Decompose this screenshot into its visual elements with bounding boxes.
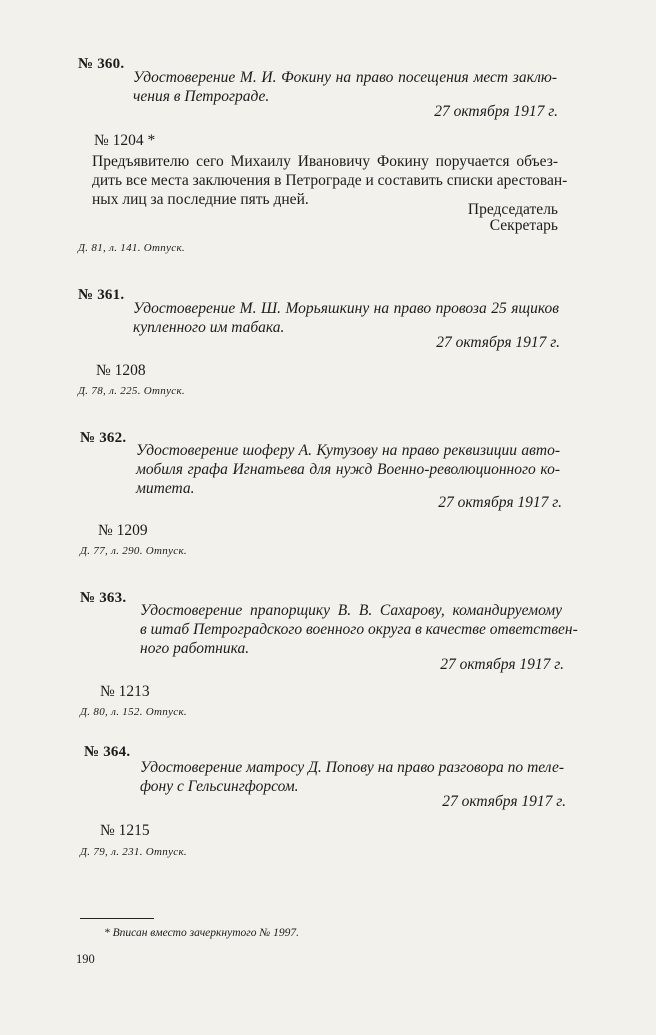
document-date: 27 октября 1917 г. xyxy=(436,334,560,351)
title-line: фону с Гельсингфорсом. xyxy=(140,778,299,795)
title-line: чения в Петрограде. xyxy=(133,88,270,105)
archival-source: Д. 80, л. 152. Отпуск. xyxy=(80,706,187,718)
document-title xyxy=(140,601,578,658)
registration-number: № 1204 * xyxy=(94,132,156,149)
document-title xyxy=(133,299,559,337)
title-line: митета. xyxy=(136,480,195,497)
registration-number: № 1208 xyxy=(96,362,146,379)
footnote-divider xyxy=(80,918,154,919)
title-line: купленного им табака. xyxy=(133,319,285,336)
title-line: Удостоверение прапорщику В. В. Сахарову, командируемому xyxy=(140,602,562,619)
archival-source: Д. 77, л. 290. Отпуск. xyxy=(80,545,187,557)
title-line: ного работника. xyxy=(140,640,250,657)
document-date: 27 октября 1917 г. xyxy=(440,656,564,673)
archival-source: Д. 81, л. 141. Отпуск. xyxy=(78,242,185,254)
document-number: № 361. xyxy=(78,287,125,303)
archival-source: Д. 78, л. 225. Отпуск. xyxy=(78,385,185,397)
signature-secretary: Секретарь xyxy=(489,217,558,234)
document-number: № 363. xyxy=(80,590,127,606)
document-number: № 360. xyxy=(78,56,125,72)
document-number: № 362. xyxy=(80,430,127,446)
registration-number: № 1209 xyxy=(98,522,148,539)
signature-chairman: Председатель xyxy=(467,201,558,218)
title-line: Удостоверение шоферу А. Кутузову на право реквизиции авто- xyxy=(136,442,560,459)
document-date: 27 октября 1917 г. xyxy=(442,793,566,810)
title-line: Удостоверение М. И. Фокину на право посещения мест заклю- xyxy=(133,69,557,86)
document-date: 27 октября 1917 г. xyxy=(438,494,562,511)
title-line: в штаб Петроградского военного округа в качестве ответствен- xyxy=(140,621,578,638)
document-number: № 364. xyxy=(84,744,131,760)
document-date: 27 октября 1917 г. xyxy=(434,103,558,120)
registration-number: № 1215 xyxy=(100,822,150,839)
body-line: Предъявителю сего Михаилу Ивановичу Фокину поручается объез- xyxy=(92,153,558,170)
document-title xyxy=(140,758,564,796)
document-title xyxy=(136,441,560,498)
registration-number: № 1213 xyxy=(100,683,150,700)
title-line: Удостоверение М. Ш. Морьяшкину на право провоза 25 ящиков xyxy=(133,300,559,317)
title-line: мобиля графа Игнатьева для нужд Военно-революционного ко- xyxy=(136,461,560,478)
archival-source: Д. 79, л. 231. Отпуск. xyxy=(80,846,187,858)
footnote: * Вписан вместо зачеркнутого № 1997. xyxy=(104,927,299,939)
body-line: ных лиц за последние пять дней. xyxy=(92,191,309,208)
document-title xyxy=(133,68,557,106)
title-line: Удостоверение матросу Д. Попову на право разговора по теле- xyxy=(140,759,564,776)
body-line: дить все места заключения в Петрограде и составить списки арестован- xyxy=(92,172,568,189)
page-number: 190 xyxy=(76,952,95,966)
